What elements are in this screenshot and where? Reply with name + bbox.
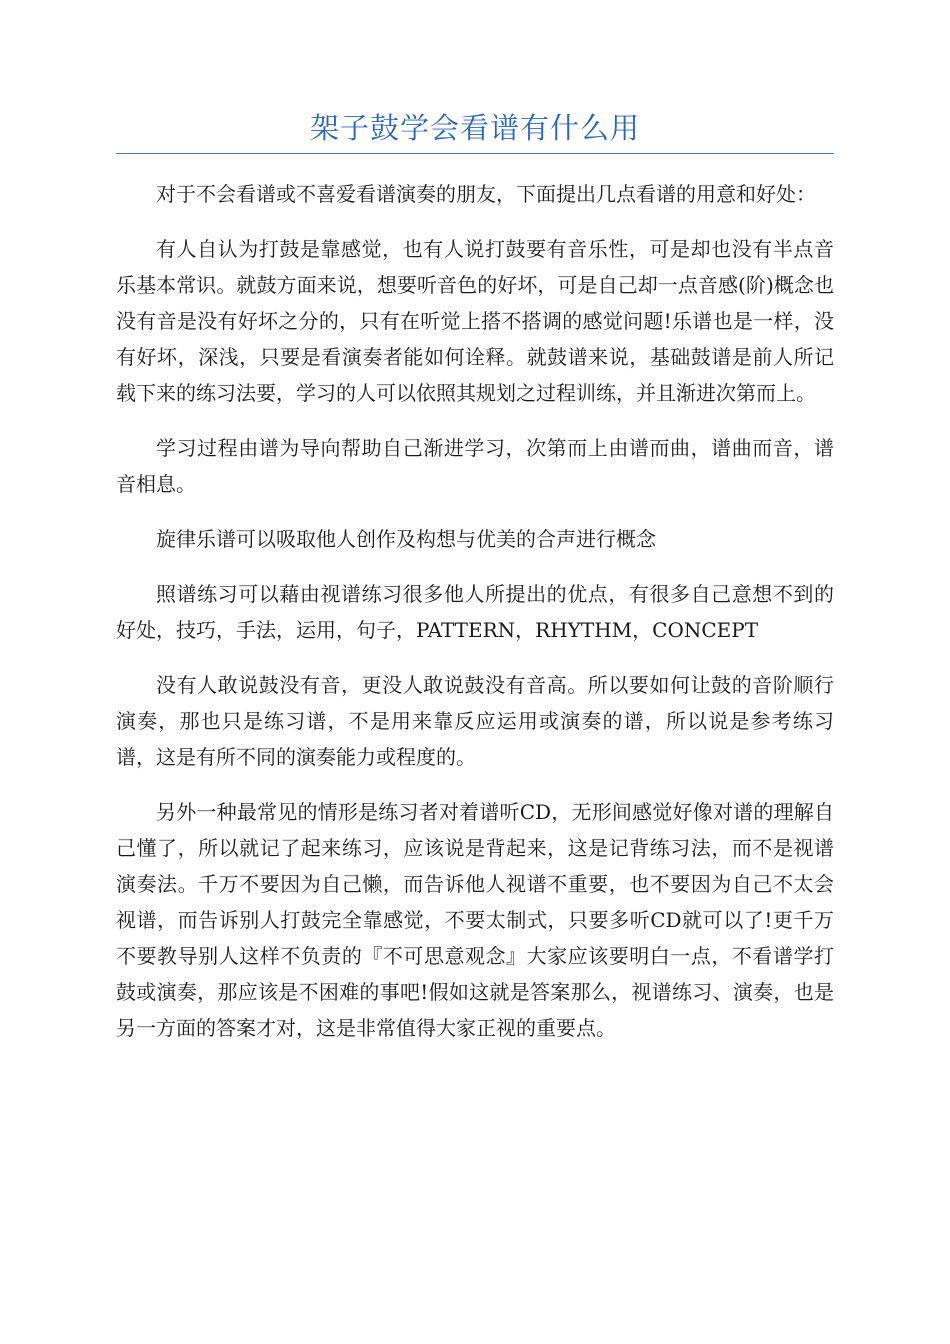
title-underline — [116, 153, 834, 154]
paragraph: 旋律乐谱可以吸取他人创作及构想与优美的合声进行概念 — [156, 527, 656, 551]
paragraph: 学习过程由谱为导向帮助自己渐进学习，次第而上由谱而曲，谱曲而音，谱音相息。 — [116, 436, 834, 496]
paragraph: 另外一种最常见的情形是练习者对着谱听CD，无形间感觉好像对谱的理解自己懂了，所以就记了起来练习，应该说是背起来，这是记背练习法，而不是视谱演奏法。千万不要因为自己懒，而告诉他人视谱不重要，也不要因为自己不太会视谱，而告诉别人打鼓完全靠感觉，不要太制式，只要多听CD就可以了!更千万不要教导别人这样不负责的『不可思意观念』大家应该要明白一点，不看谱学打鼓或演奏，那应该是不困难的事吧!假如这就是答案那么，视谱练习、演奏，也是另一方面的答案才对，这是非常值得大家正视的重要点。 — [116, 800, 834, 1040]
paragraph: 照谱练习可以藉由视谱练习很多他人所提出的优点，有很多自己意想不到的好处，技巧，手法，运用，句子，PATTERN，RHYTHM，CONCEPT — [116, 582, 834, 642]
document-title: 架子鼓学会看谱有什么用 — [309, 111, 640, 145]
paragraph: 对于不会看谱或不喜爱看谱演奏的朋友，下面提出几点看谱的用意和好处： — [156, 182, 816, 206]
paragraph: 有人自认为打鼓是靠感觉，也有人说打鼓要有音乐性，可是却也没有半点音乐基本常识。就鼓方面来说，想要听音色的好坏，可是自己却一点音感(阶)概念也没有音是没有好坏之分的，只有在听觉上搭不搭调的感觉问题!乐谱也是一样，没有好坏，深浅，只要是看演奏者能如何诠释。就鼓谱来说，基础鼓谱是前人所记载下来的练习法要，学习的人可以依照其规划之过程训练，并且渐进次第而上。 — [116, 237, 834, 405]
paragraph: 没有人敢说鼓没有音，更没人敢说鼓没有音高。所以要如何让鼓的音阶顺行演奏，那也只是练习谱，不是用来靠反应运用或演奏的谱，所以说是参考练习谱，这是有所不同的演奏能力或程度的。 — [116, 673, 834, 769]
document-body — [116, 176, 834, 1065]
